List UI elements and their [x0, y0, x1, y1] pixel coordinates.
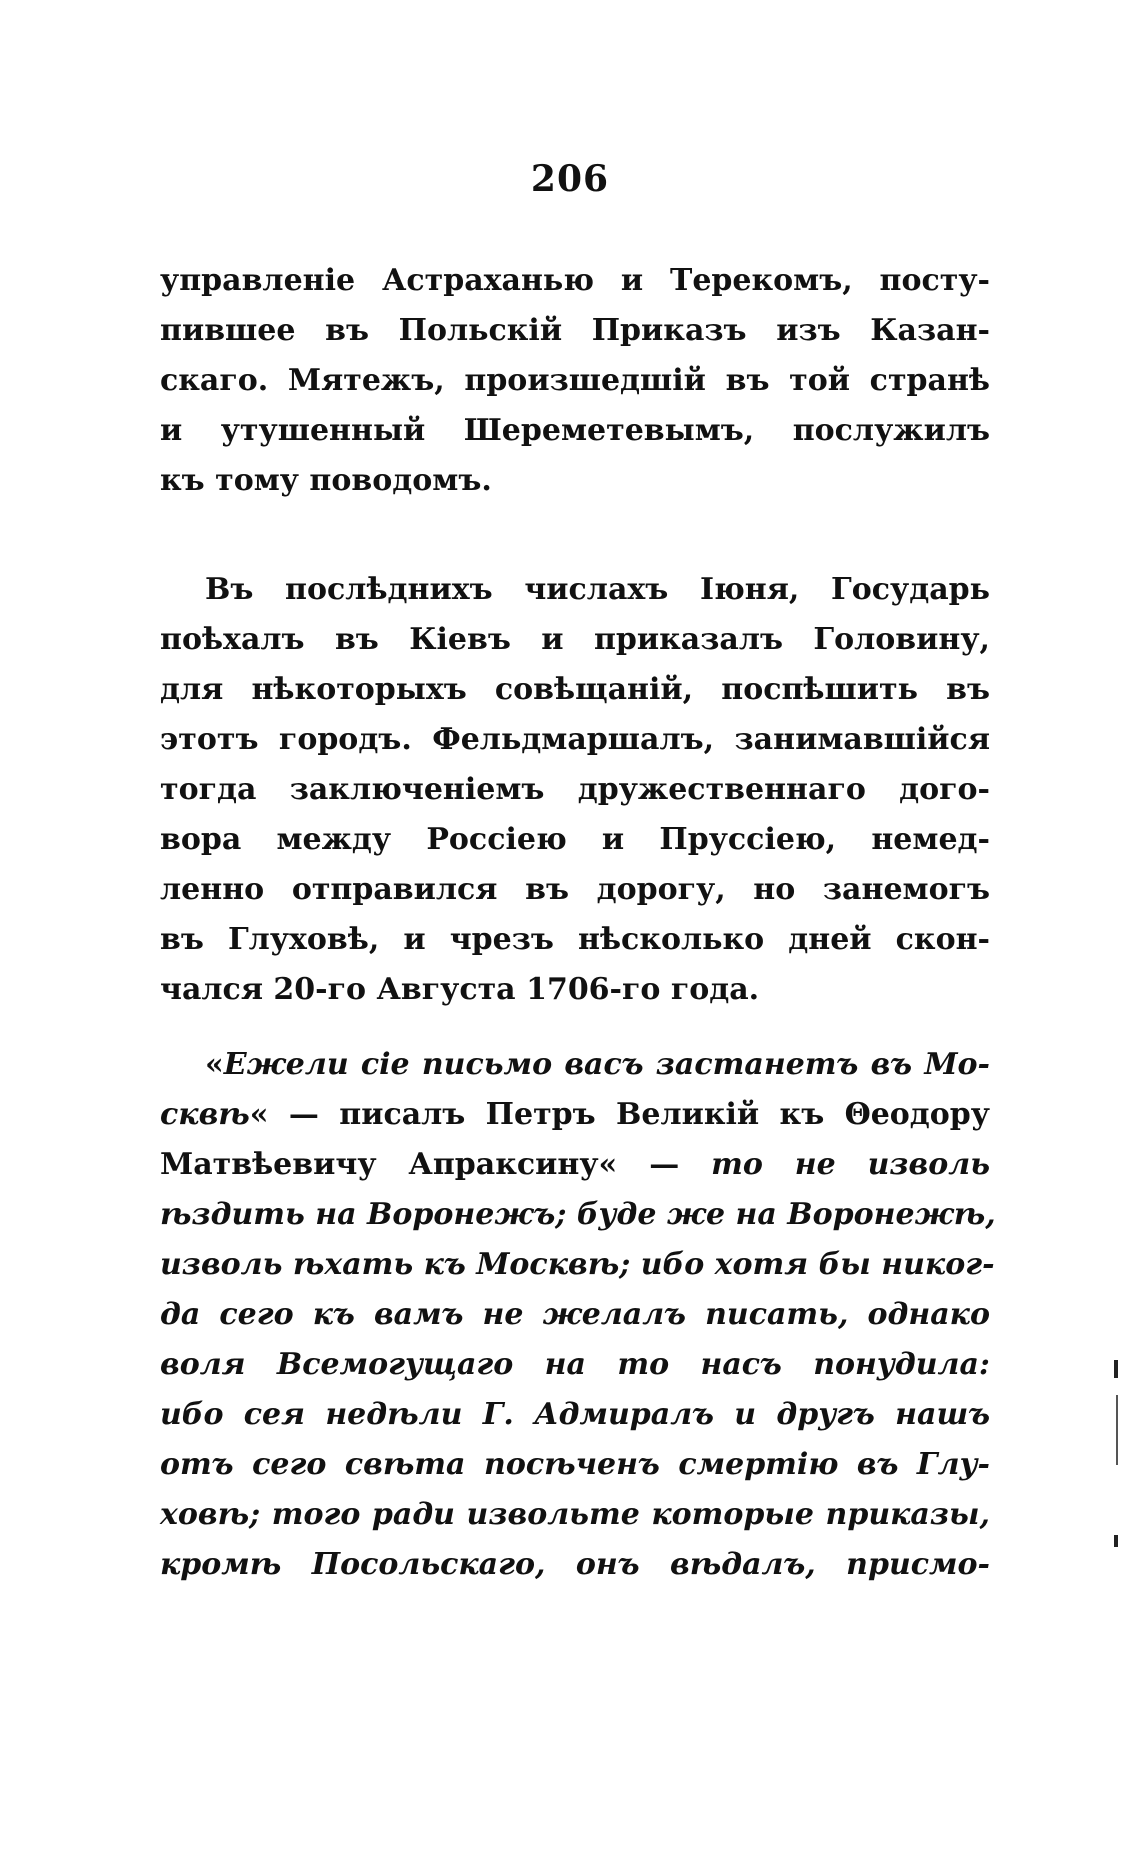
text-line: отъ сего свѣта посѣченъ смертію въ Глу- — [160, 1447, 990, 1482]
text-line: въ Глуховѣ, и чрезъ нѣсколько дней скон- — [160, 922, 990, 957]
text-line: поѣхалъ въ Кіевъ и приказалъ Головину, — [160, 622, 990, 657]
plain-text: « — писалъ Петръ Великій къ Θеодору — [249, 1097, 990, 1132]
text-line: для нѣкоторыхъ совѣщаній, поспѣшить въ — [160, 672, 990, 707]
quote-mark: « — [205, 1047, 224, 1082]
text-line: Въ послѣднихъ числахъ Іюня, Государь — [205, 572, 990, 607]
text-line: ленно отправился въ дорогу, но занемогъ — [160, 872, 990, 907]
text-line: воля Всемогущаго на то насъ понудила: — [160, 1347, 990, 1382]
paragraph-3-letter-quote — [160, 1040, 996, 1590]
scan-edge-mark — [1114, 1535, 1118, 1547]
text-line — [160, 1040, 990, 1090]
text-line: кромѣ Посольскаго, онъ вѣдалъ, присмо- — [160, 1547, 990, 1582]
text-line: къ тому поводомъ. — [160, 463, 492, 498]
text-line: пившее въ Польскій Приказъ изъ Казан- — [160, 313, 990, 348]
text-line — [160, 1090, 990, 1140]
text-line: управленіе Астраханью и Терекомъ, посту- — [160, 263, 990, 298]
text-line: вора между Россіею и Пруссіею, немед- — [160, 822, 990, 857]
quoted-italic-text: то не изволь — [711, 1147, 990, 1182]
quoted-italic-text: сквѣ — [160, 1097, 250, 1132]
text-line: и утушенный Шереметевымъ, послужилъ — [160, 413, 990, 448]
text-line: тогда заключеніемъ дружественнаго дого- — [160, 772, 990, 807]
text-line: чался 20-го Августа 1706-го года. — [160, 972, 760, 1007]
plain-text: Матвѣевичу Апраксину« — — [160, 1147, 712, 1182]
paragraph-2 — [160, 565, 990, 1015]
text-line: ховѣ; того ради извольте которые приказы, — [160, 1497, 990, 1532]
text-line: ибо сея недѣли Г. Адмиралъ и другъ нашъ — [160, 1397, 990, 1432]
paragraph-1 — [160, 256, 990, 506]
text-line — [160, 1140, 990, 1190]
quoted-italic-text: Ежели сіе письмо васъ застанетъ въ Мо- — [223, 1047, 990, 1082]
scan-edge-mark — [1116, 1395, 1118, 1465]
text-line: этотъ городъ. Фельдмаршалъ, занимавшійся — [160, 722, 990, 757]
text-line: изволь ѣхать къ Москвѣ; ибо хотя бы никог- — [160, 1247, 995, 1282]
text-line: скаго. Мятежъ, произшедшій въ той странѣ — [160, 363, 990, 398]
page-number: 206 — [530, 158, 610, 200]
scan-edge-mark — [1114, 1360, 1118, 1378]
text-line: ѣздить на Воронежъ; буде же на Воронежѣ, — [160, 1197, 996, 1232]
text-line: да сего къ вамъ не желалъ писать, однако — [160, 1297, 990, 1332]
